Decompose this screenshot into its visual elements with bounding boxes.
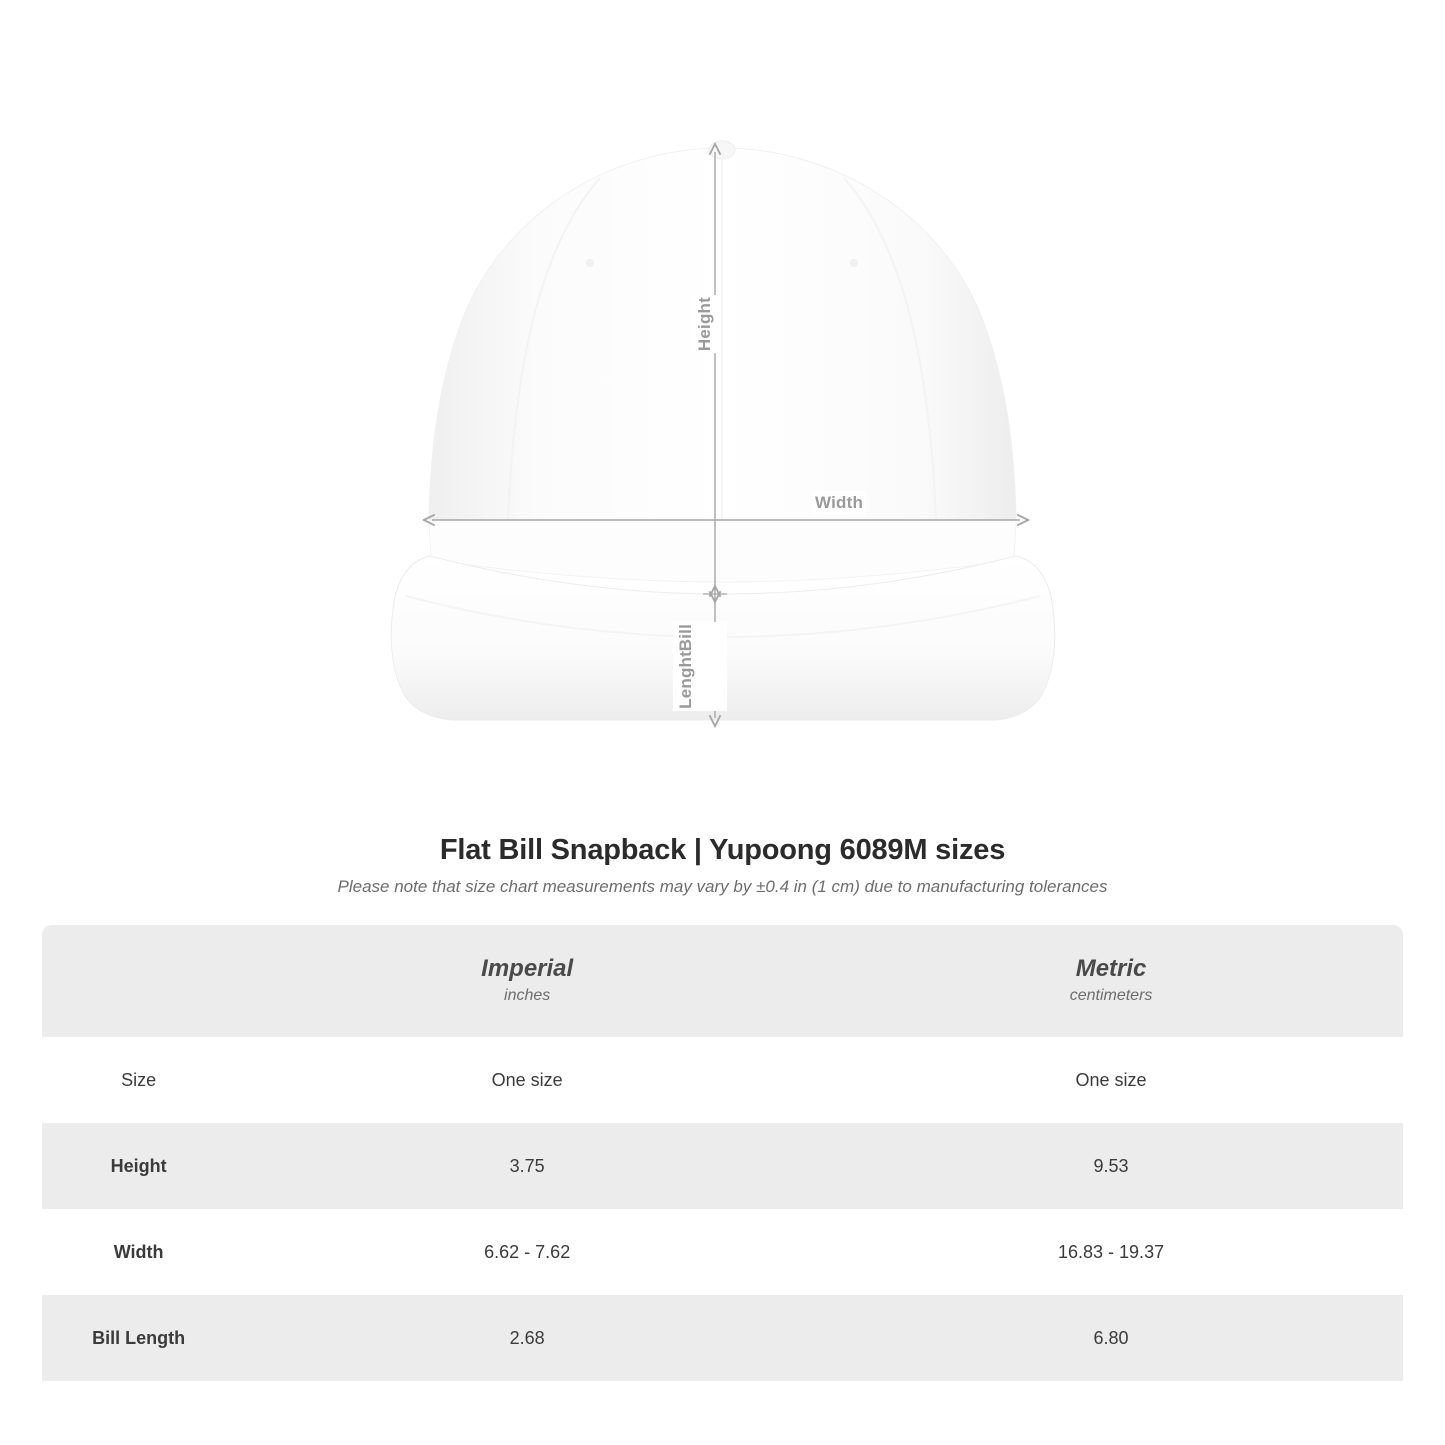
bill-length-label-line2: Lenght — [676, 651, 695, 710]
tolerance-note: Please note that size chart measurements may vary by ±0.4 in (1 cm) due to manufacturing tolerances — [337, 877, 1108, 896]
row-height-imperial: 3.75 — [235, 1123, 819, 1209]
metric-unit-label: centimeters — [1069, 987, 1153, 1004]
row-bill-length-imperial: 2.68 — [235, 1295, 819, 1381]
row-width-metric: 16.83 - 19.37 — [819, 1209, 1403, 1295]
height-dimension-label: Height — [692, 295, 718, 353]
width-dimension-label: Width — [812, 491, 866, 515]
size-table-wrapper — [42, 925, 1403, 1381]
table-header-row — [42, 925, 1403, 1037]
table-row — [42, 1037, 1403, 1123]
header-metric — [819, 925, 1403, 1037]
row-bill-length-metric: 6.80 — [819, 1295, 1403, 1381]
title-block — [0, 834, 1445, 897]
metric-system-label: Metric — [1075, 955, 1147, 982]
row-height-metric: 9.53 — [819, 1123, 1403, 1209]
row-label-size: Size — [42, 1037, 235, 1123]
table-row — [42, 1295, 1403, 1381]
row-label-width: Width — [42, 1209, 235, 1295]
row-size-metric: One size — [819, 1037, 1403, 1123]
row-size-imperial: One size — [235, 1037, 819, 1123]
size-table — [42, 925, 1403, 1381]
page-title: Flat Bill Snapback | Yupoong 6089M sizes — [439, 834, 1006, 866]
table-row — [42, 1209, 1403, 1295]
row-label-bill-length: Bill Length — [42, 1295, 235, 1381]
table-row — [42, 1123, 1403, 1209]
bill-length-label-line1: Bill — [676, 624, 695, 652]
imperial-unit-label: inches — [504, 987, 551, 1004]
imperial-system-label: Imperial — [481, 955, 574, 982]
row-label-height: Height — [42, 1123, 235, 1209]
header-imperial — [235, 925, 819, 1037]
header-empty-cell — [42, 925, 235, 1037]
bill-length-dimension-label — [673, 622, 727, 711]
row-width-imperial: 6.62 - 7.62 — [235, 1209, 819, 1295]
